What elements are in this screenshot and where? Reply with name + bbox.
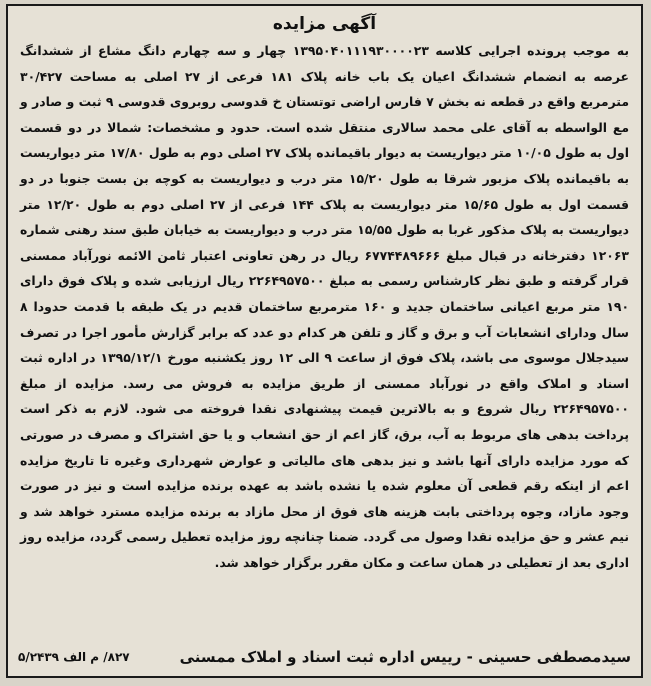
notice-title: آگهی مزایده: [272, 14, 377, 34]
auction-notice: [6, 4, 643, 678]
notice-body: به موجب پرونده اجرایی کلاسه ۱۳۹۵۰۴۰۱۱۱۹۳۰۰۰۰۲۳ چهار و سه چهارم دانگ مشاع از ششدانگ عرصه به انضمام ششدانگ اعیان یک باب خانه پلاک ۱۸۱ فرعی از ۲۷ اصلی به مساحت ۳۰/۴۲۷ مترمربع واقع در قطعه نه بخش ۷ فارس اراضی توتستان خ قدوسی روبروی قدوسی ۹ ثبت و صادر و مع الواسطه به آقای علی محمد سالاری منتقل شده است. حدود و مشخصات: شمالا در دو قسمت اول به طول ۱۰/۰۵ متر دیواریست به دیوار باقیمانده پلاک ۲۷ اصلی دوم به طول ۱۷/۸۰ متر دیواریست به باقیمانده پلاک مزبور شرقا به طول ۱۵/۲۰ متر درب و دیواریست به کوچه بن بست جنوبا در دو قسمت اول به طول ۱۵/۶۵ متر دیواریست به پلاک ۱۴۴ فرعی از ۲۷ اصلی دوم به طول ۱۲/۲۰ متر دیواریست به پلاک مذکور غربا به طول ۱۵/۵۵ متر درب و دیواریست به خیابان طبق سند رهنی شماره ۱۲۰۶۳ دفترخانه در قبال مبلغ ۶۷۷۴۴۸۹۶۶۶ ریال در رهن تعاونی اعتبار ثامن الائمه نورآباد ممسنی قرار گرفته و طبق نظر کارشناس رسمی به مبلغ ۲۲۶۴۹۵۷۵۰۰ ریال ارزیابی شده و پلاک فوق دارای ۱۹۰ متر مربع اعیانی ساختمان جدید و ۱۶۰ مترمربع ساختمان قدیم در یک طبقه با قدمت حدودا ۸ سال ودارای انشعابات آب و برق و گاز و تلفن هر کدام دو عدد که برابر گزارش مأمور اجرا در تصرف سیدجلال موسوی می باشد، پلاک فوق از ساعت ۹ الی ۱۲ روز یکشنبه مورخ ۱۳۹۵/۱۲/۱ در اداره ثبت اسناد و املاک واقع در نورآباد ممسنی از طریق مزایده به فروش می رسد. مزایده از مبلغ ۲۲۶۴۹۵۷۵۰۰ ریال شروع و به بالاترین قیمت پیشنهادی نقدا فروخته می شود. لازم به ذکر است پرداخت بدهی های مربوط به آب، برق، گاز اعم از حق انشعاب و یا حق اشتراک و مصرف در صورتی که مورد مزایده دارای آنها باشد و نیز بدهی های مالیاتی و عوارض شهرداری وغیره تا تاریخ مزایده اعم از اینکه رقم قطعی آن معلوم شده یا نشده باشد به عهده برنده مزایده است و نیز در صورت وجود مازاد، وجوه پرداختی بابت هزینه های فوق از محل مازاد به برنده مزایده مسترد خواهد شد و نیم عشر و حق مزایده نقدا وصول می گردد. ضمنا چنانچه روز مزایده تعطیل رسمی گردد، مزایده روز اداری بعد از تعطیلی در همان ساعت و مکان مقرر برگزار خواهد شد.: [20, 43, 630, 570]
reference-number: ۸۲۷/ م الف ۵/۲۴۳۹: [18, 650, 130, 664]
signature-line: سیدمصطفی حسینی - رییس اداره ثبت اسناد و املاک ممسنی: [179, 648, 631, 666]
notice-footer: [18, 644, 631, 670]
